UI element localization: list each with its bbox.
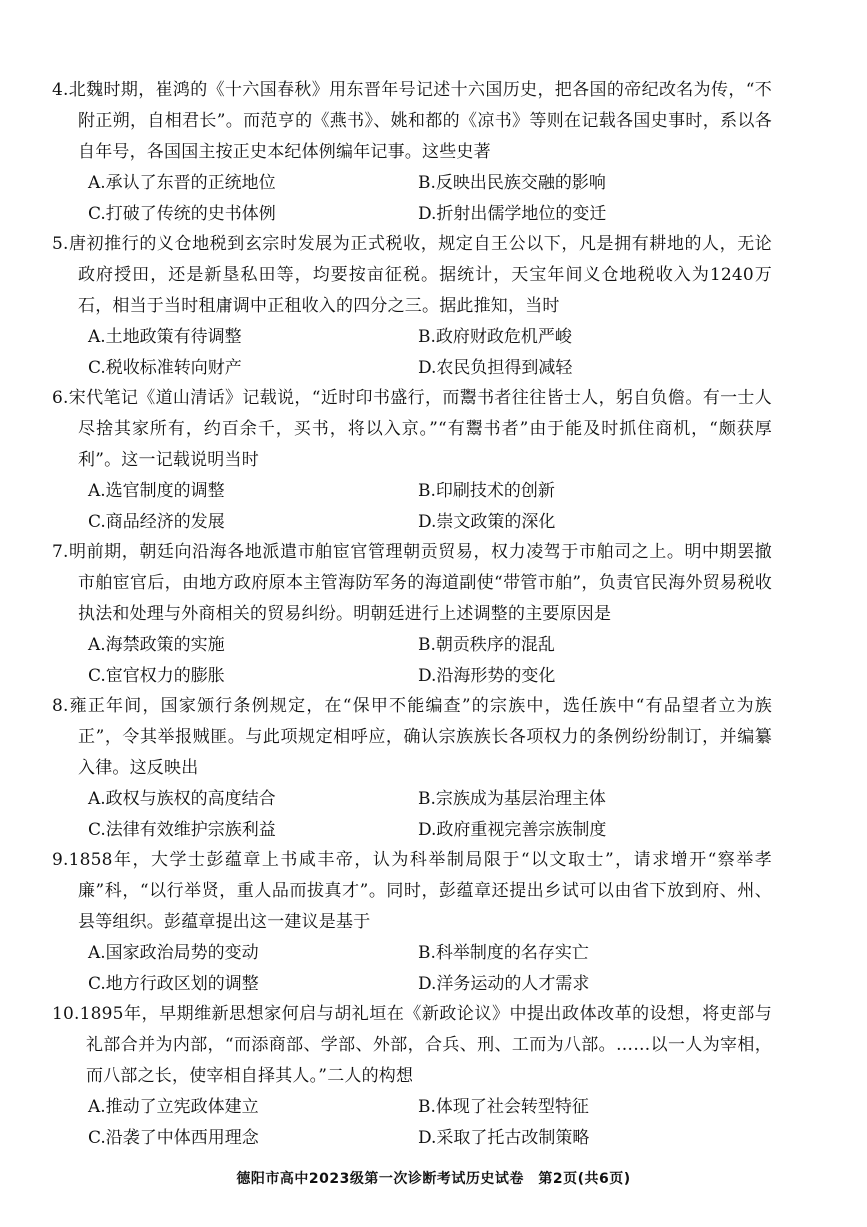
option-a: A.承认了东晋的正统地位 [88,173,276,193]
option-grid [52,784,772,845]
question-stem: 10.1895年，早期维新思想家何启与胡礼垣在《新政论议》中提出政体改革的设想，将吏部与礼部合并为内部，“而添商部、学部、外部，合兵、刑、工而为八部。……以一人为宰相，而八部之长，使宰相自择其人。”二人的构想 [52,1004,772,1086]
option-grid [52,322,772,383]
option-a: A.土地政策有待调整 [88,327,242,347]
option-a: A.政权与族权的高度结合 [88,789,276,809]
question-stem: 7.明前期，朝廷向沿海各地派遣市舶宦官管理朝贡贸易，权力凌驾于市舶司之上。明中期罢撤市舶宦官后，由地方政府原本主管海防军务的海道副使“带管市舶”，负责官民海外贸易税收执法和处理与外商相关的贸易纠纷。明朝廷进行上述调整的主要原因是 [52,542,772,624]
option-b: B.体现了社会转型特征 [418,1097,589,1117]
option-d: D.洋务运动的人才需求 [418,973,590,994]
option-b: B.反映出民族交融的影响 [418,173,606,193]
question-stem: 4.北魏时期，崔鸿的《十六国春秋》用东晋年号记述十六国历史，把各国的帝纪改名为传，“不附正朔，自相君长”。而范亨的《燕书》、姚和都的《凉书》等则在记载各国史事时，系以各自年号，各国国主按正史本纪体例编年记事。这些史著 [52,80,772,162]
option-b: B.政府财政危机严峻 [418,327,572,347]
option-d: D.农民负担得到减轻 [418,357,573,378]
option-b: B.印刷技术的创新 [418,481,555,501]
page-footer: 德阳市高中2023级第一次诊断考试历史试卷 第2页(共6页) [236,1171,631,1187]
option-c: C.打破了传统的史书体例 [88,203,276,224]
option-d: D.沿海形势的变化 [418,665,556,686]
option-c: C.商品经济的发展 [88,511,225,532]
question-8 [52,691,772,845]
option-grid [52,476,772,537]
option-d: D.折射出儒学地位的变迁 [418,203,607,224]
question-9 [52,845,772,999]
option-c: C.法律有效维护宗族利益 [88,819,276,840]
option-c: C.宦官权力的膨胀 [88,665,225,686]
option-grid [52,1092,772,1153]
option-d: D.采取了托古改制策略 [418,1127,590,1148]
question-stem: 9.1858年，大学士彭蕴章上书咸丰帝，认为科举制局限于“以文取士”，请求增开“察举孝廉”科，“以行举贤，重人品而拔真才”。同时，彭蕴章还提出乡试可以由省下放到府、州、县等组织。彭蕴章提出这一建议是基于 [52,850,772,932]
question-stem: 6.宋代笔记《道山清话》记载说，“近时印书盛行，而鬻书者往往皆士人，躬自负儋。有一士人尽捨其家所有，约百余千，买书，将以入京。”“有鬻书者”由于能及时抓住商机，“颇获厚利”。这一记载说明当时 [52,388,772,470]
question-10 [52,999,772,1153]
option-b: B.朝贡秩序的混乱 [418,635,555,655]
option-a: A.海禁政策的实施 [88,635,225,655]
option-a: A.选官制度的调整 [88,481,225,501]
question-7 [52,537,772,691]
option-b: B.宗族成为基层治理主体 [418,789,606,809]
option-c: C.沿袭了中体西用理念 [88,1127,259,1148]
option-grid [52,938,772,999]
question-stem: 8.雍正年间，国家颁行条例规定，在“保甲不能编查”的宗族中，选任族中“有品望者立为族正”，令其举报贼匪。与此项规定相呼应，确认宗族族长各项权力的条例纷纷制订，并编纂入律。这反映出 [52,696,772,778]
option-d: D.崇文政策的深化 [418,511,556,532]
option-a: A.推动了立宪政体建立 [88,1097,259,1117]
option-grid [52,168,772,229]
question-6 [52,383,772,537]
option-d: D.政府重视完善宗族制度 [418,819,607,840]
option-b: B.科举制度的名存实亡 [418,943,589,963]
option-c: C.税收标准转向财产 [88,357,242,378]
option-grid [52,630,772,691]
question-5 [52,229,772,383]
question-list [52,75,772,1153]
question-4 [52,75,772,229]
option-c: C.地方行政区划的调整 [88,973,259,994]
question-stem: 5.唐初推行的义仓地税到玄宗时发展为正式税收，规定自王公以下，凡是拥有耕地的人，无论政府授田，还是新垦私田等，均要按亩征税。据统计，天宝年间义仓地税收入为1240万石，相当于当时租庸调中正租收入的四分之三。据此推知，当时 [52,234,772,316]
option-a: A.国家政治局势的变动 [88,943,259,963]
